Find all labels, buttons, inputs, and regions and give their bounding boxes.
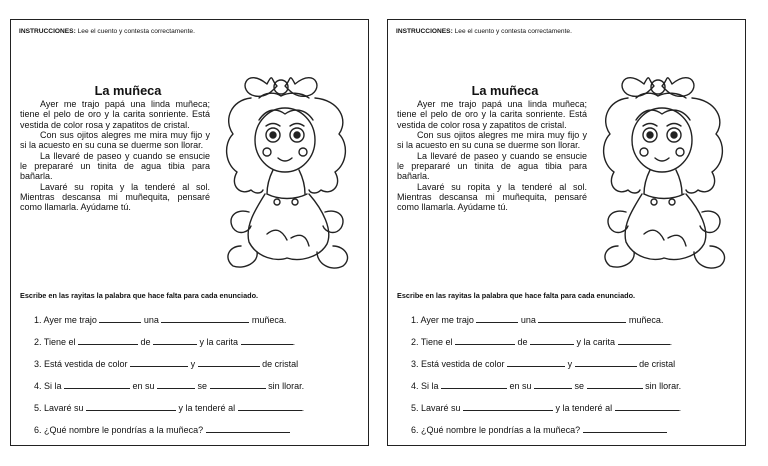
story-text [20, 99, 210, 213]
story-paragraph: Lavaré su ropita y la tenderé al sol. Mientras descansa mi muñequita, pensaré como llamarla. Ayúdame tú. [20, 181, 210, 213]
question-3: 3. Está vestida de color y de cristal [34, 359, 299, 369]
question-6: 6. ¿Qué nombre le pondrías a la muñeca? [411, 424, 667, 435]
answer-blank[interactable] [476, 314, 518, 323]
answer-blank[interactable] [618, 336, 670, 345]
question-5: 5. Lavaré su y la tenderé al . [411, 403, 682, 413]
story-paragraph: Ayer me trajo papá una linda muñeca; tiene el pelo de oro y la carita sonriente. Está vestida de color rosa y zapatitos de cristal. [397, 99, 587, 130]
doll-illustration [215, 62, 361, 270]
answer-blank[interactable] [534, 380, 572, 389]
question-4: 4. Si la en su se sin llorar. [411, 381, 682, 391]
questions-instruction: Escribe en las rayitas la palabra que hace falta para cada enunciado. [20, 291, 259, 300]
answer-blank[interactable] [538, 314, 626, 323]
answer-blank[interactable] [455, 336, 515, 345]
answer-blank[interactable] [241, 336, 293, 345]
answer-blank[interactable] [210, 380, 266, 389]
answer-blank[interactable] [575, 358, 637, 367]
question-4: 4. Si la en su se sin llorar. [34, 381, 305, 391]
answer-blank[interactable] [198, 358, 260, 367]
answer-blank[interactable] [99, 314, 141, 323]
question-2: 2. Tiene el de y la carita . [411, 337, 673, 347]
questions-instruction: Escribe en las rayitas la palabra que hace falta para cada enunciado. [397, 291, 636, 300]
answer-blank[interactable] [583, 424, 667, 433]
answer-blank[interactable] [157, 380, 195, 389]
answer-blank[interactable] [530, 336, 574, 345]
story-text [397, 99, 587, 213]
answer-blank[interactable] [206, 424, 290, 433]
answer-blank[interactable] [78, 336, 138, 345]
question-1: 1. Ayer me trajo una muñeca. [34, 315, 287, 325]
story-paragraph: Ayer me trajo papá una linda muñeca; tiene el pelo de oro y la carita sonriente. Está vestida de color rosa y zapatitos de cristal. [20, 99, 210, 130]
doll-illustration [592, 62, 738, 270]
answer-blank[interactable] [441, 380, 507, 389]
answer-blank[interactable] [86, 402, 176, 411]
question-1: 1. Ayer me trajo una muñeca. [411, 315, 664, 325]
instructions: INSTRUCCIONES: Lee el cuento y contesta correctamente. [396, 28, 572, 35]
question-5: 5. Lavaré su y la tenderé al . [34, 403, 305, 413]
question-3: 3. Está vestida de color y de cristal [411, 359, 676, 369]
answer-blank[interactable] [64, 380, 130, 389]
answer-blank[interactable] [153, 336, 197, 345]
answer-blank[interactable] [130, 358, 188, 367]
story-title: La muñeca [94, 83, 162, 98]
question-6: 6. ¿Qué nombre le pondrías a la muñeca? [34, 424, 290, 435]
answer-blank[interactable] [238, 402, 302, 411]
instructions: INSTRUCCIONES: Lee el cuento y contesta correctamente. [19, 28, 195, 35]
story-paragraph: La llevaré de paseo y cuando se ensucie le prepararé un tinita de agua tibia para bañarla. [397, 150, 587, 182]
answer-blank[interactable] [615, 402, 679, 411]
story-paragraph: Con sus ojitos alegres me mira muy fijo y si la acuesto en su cuna se duerme son llorar. [397, 130, 587, 151]
story-paragraph: Lavaré su ropita y la tenderé al sol. Mientras descansa mi muñequita, pensaré como llamarla. Ayúdame tú. [397, 181, 587, 213]
answer-blank[interactable] [507, 358, 565, 367]
question-2: 2. Tiene el de y la carita . [34, 337, 296, 347]
worksheet-right [387, 19, 746, 446]
story-paragraph: La llevaré de paseo y cuando se ensucie le prepararé un tinita de agua tibia para bañarla. [20, 150, 210, 182]
answer-blank[interactable] [587, 380, 643, 389]
worksheet-left [10, 19, 369, 446]
answer-blank[interactable] [463, 402, 553, 411]
story-paragraph: Con sus ojitos alegres me mira muy fijo y si la acuesto en su cuna se duerme son llorar. [20, 130, 210, 151]
answer-blank[interactable] [161, 314, 249, 323]
story-title: La muñeca [471, 83, 539, 98]
